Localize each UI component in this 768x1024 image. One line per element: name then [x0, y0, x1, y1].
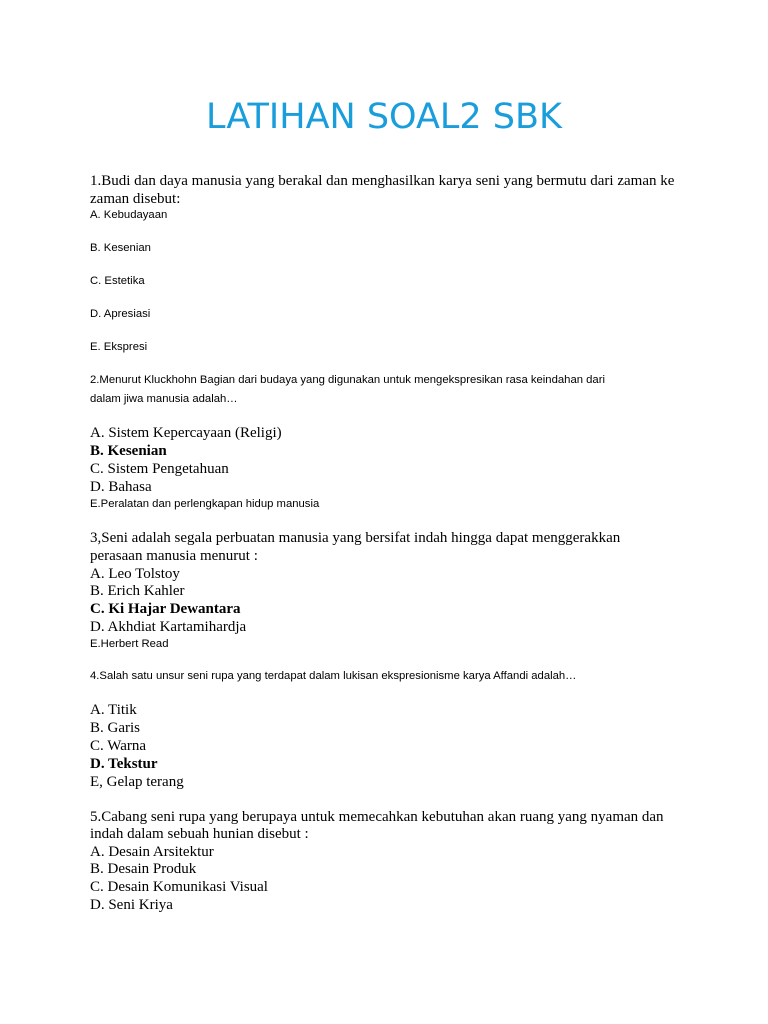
question-2-option-c: C. Sistem Pengetahuan: [90, 461, 229, 477]
page-title: LATIHAN SOAL2 SBK: [206, 97, 562, 137]
question-5-text: 5.Cabang seni rupa yang berupaya untuk memecahkan kebutuhan akan ruang yang nyaman dan: [90, 809, 664, 825]
question-5-option-a: A. Desain Arsitektur: [90, 844, 214, 860]
question-4-text: 4.Salah satu unsur seni rupa yang terdapat dalam lukisan ekspresionisme karya Affandi adalah…: [90, 670, 577, 682]
question-4-option-c: C. Warna: [90, 738, 147, 754]
question-2-option-b: B. Kesenian: [90, 443, 167, 459]
question-4-option-a: A. Titik: [90, 702, 137, 718]
question-1-option-b: B. Kesenian: [90, 242, 151, 254]
question-5-option-b: B. Desain Produk: [90, 861, 197, 877]
question-3-option-e: E.Herbert Read: [90, 638, 169, 650]
question-3-option-b: B. Erich Kahler: [90, 583, 185, 599]
question-2-text: 2.Menurut Kluckhohn Bagian dari budaya yang digunakan untuk mengekspresikan rasa keindahan dari: [90, 374, 605, 386]
question-1-option-c: C. Estetika: [90, 275, 145, 287]
question-2-option-a: A. Sistem Kepercayaan (Religi): [90, 425, 282, 441]
question-1-option-e: E. Ekspresi: [90, 341, 148, 353]
question-1-option-d: D. Apresiasi: [90, 308, 151, 320]
question-4-option-b: B. Garis: [90, 720, 140, 736]
question-1-text: 1.Budi dan daya manusia yang berakal dan menghasilkan karya seni yang bermutu dari zaman ke: [90, 173, 675, 189]
question-3-option-d: D. Akhdiat Kartamihardja: [90, 619, 247, 635]
question-3-option-a: A. Leo Tolstoy: [90, 566, 180, 582]
question-2-option-d: D. Bahasa: [90, 479, 152, 495]
question-3-text: 3,Seni adalah segala perbuatan manusia yang bersifat indah hingga dapat menggerakkan: [90, 530, 621, 546]
question-1-text-cont: zaman disebut:: [90, 191, 181, 207]
question-2-option-e: E.Peralatan dan perlengkapan hidup manusia: [90, 498, 320, 510]
question-2-text-cont: dalam jiwa manusia adalah…: [90, 393, 238, 405]
question-5-option-c: C. Desain Komunikasi Visual: [90, 879, 268, 895]
question-4-option-e: E, Gelap terang: [90, 774, 184, 790]
question-1-option-a: A. Kebudayaan: [90, 209, 168, 221]
question-5-option-d: D. Seni Kriya: [90, 897, 173, 913]
question-3-text-cont: perasaan manusia menurut :: [90, 548, 258, 564]
question-3-option-c: C. Ki Hajar Dewantara: [90, 601, 241, 617]
question-5-text-cont: indah dalam sebuah hunian disebut :: [90, 826, 309, 842]
question-4-option-d: D. Tekstur: [90, 756, 158, 772]
